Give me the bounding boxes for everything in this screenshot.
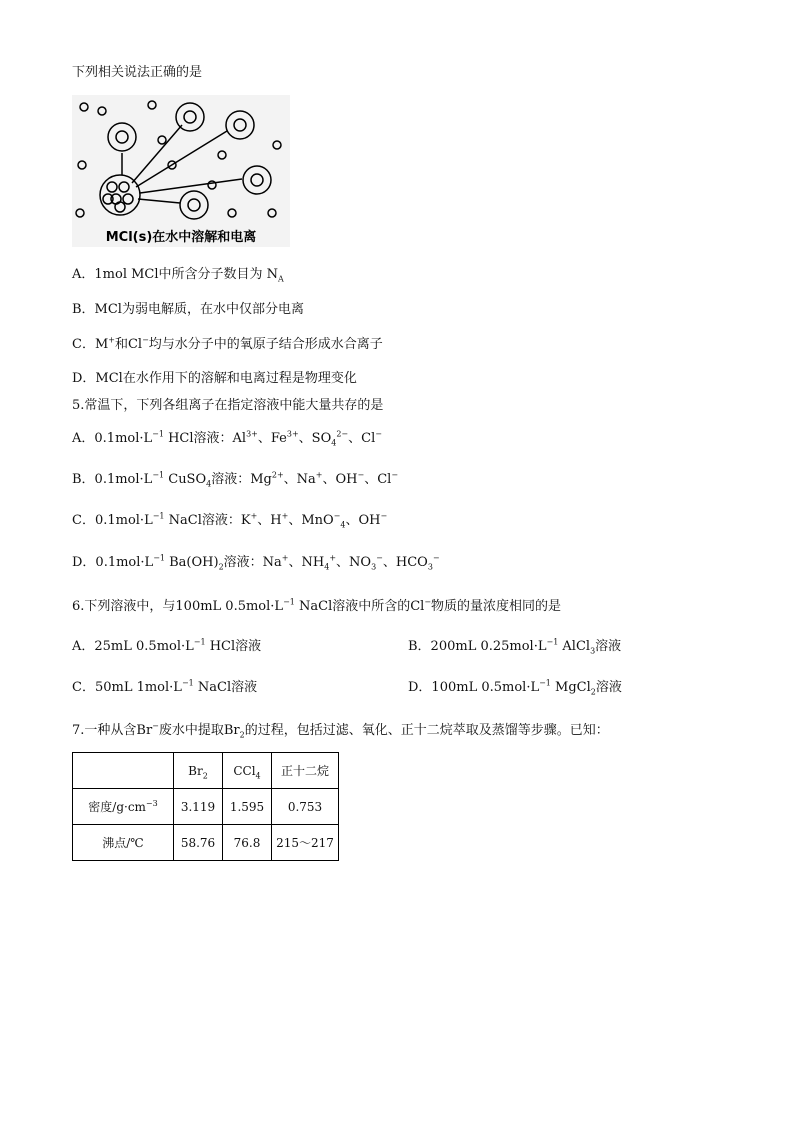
table-cell: 1.595 — [223, 789, 272, 825]
table-row — [73, 789, 339, 825]
q5-a-tail: 、Cl — [348, 431, 376, 446]
ion-hydration-diagram — [72, 95, 290, 225]
q5-b-pre: B．0.1mol·L — [72, 472, 153, 487]
q6-option-d: D．100mL $0.5mol\cdot L^{-1}$ MgCl$_2$溶液 — [408, 678, 622, 697]
q6-option-b: B．200mL $0.25mol\cdot L^{-1}$ AlCl$_3$溶液 — [408, 637, 622, 656]
q6-a-pre: A．25mL 0.5mol·L — [72, 639, 194, 654]
q6-stem-pre: 6.下列溶液中，与100mL 0.5mol·L — [72, 599, 284, 614]
q4-option-a — [72, 266, 284, 284]
q4-option-c-pre: C．M — [72, 337, 109, 352]
figure-caption: MCl(s)在水中溶解和电离 — [105, 230, 257, 245]
q4-option-c-mid: 和Cl — [114, 337, 143, 352]
q5-a-ions2: 、SO — [298, 431, 332, 446]
q5-option-b: B．$0.1mol\cdot L^{-1}$ CuSO$_4$溶液：$Mg^{2+}$、Na+、OH−、Cl− — [72, 470, 399, 489]
table-cell: 215～217 — [272, 825, 339, 861]
q4-option-a-text: A．1mol MCl中所含分子数目为 N — [72, 267, 279, 282]
q5-d-pre: D．0.1mol·L — [72, 555, 154, 570]
q5-a-post: HCl溶液：Al — [163, 431, 247, 446]
q5-b-tail: 、Cl — [364, 472, 392, 487]
q5-b-post: 溶液：Mg — [211, 472, 272, 487]
q5-option-a: A．$0.1mol\cdot L^{-1}$ HCl溶液：$Al^{3+}$、$Fe^{3+}$、$SO_4^{2-}$、Cl− — [72, 429, 382, 448]
properties-table — [72, 752, 339, 861]
q5-c-post: NaCl溶液：K — [164, 513, 251, 528]
table-header-row — [73, 753, 339, 789]
q5-d-tail: 、HCO — [382, 555, 428, 570]
q6-b-pre: B．200mL 0.25mol·L — [408, 639, 547, 654]
table-cell: 0.753 — [272, 789, 339, 825]
q4-stem: 下列相关说法正确的是 — [72, 65, 203, 80]
q5-c-ions2: 、MnO — [288, 513, 334, 528]
q6-a-post: HCl溶液 — [205, 639, 262, 654]
q6-c-post: NaCl溶液 — [193, 680, 258, 695]
q4-option-b: B．MCl为弱电解质，在水中仅部分电离 — [72, 302, 304, 317]
table-cell: 3.119 — [174, 789, 223, 825]
q4-option-a-sub: A — [278, 274, 284, 284]
q5-b-mid: CuSO — [164, 472, 207, 487]
q5-c-pre: C．0.1mol·L — [72, 513, 153, 528]
ccl4-label: CCl — [233, 763, 256, 778]
boiling-point-label: 沸点/℃ — [73, 825, 174, 861]
q6-c-pre: C．50mL 1mol·L — [72, 680, 182, 695]
density-label: 密度$/g\cdot cm^{-3}$ — [73, 789, 174, 825]
table-cell: 76.8 — [223, 825, 272, 861]
q6-stem: 6.下列溶液中，与100mL $0.5mol\cdot L^{-1}$ NaCl溶液中所含的Cl−物质的量浓度相同的是 — [72, 597, 562, 614]
q4-option-c: C．M+和Cl−均与水分子中的氧原子结合形成水合离子 — [72, 335, 383, 352]
q7-stem: 7.一种从含Br−废水中提取$Br_2$的过程，包括过滤、氧化、正十二烷萃取及蒸馏等步骤。已知： — [72, 721, 609, 740]
q5-stem: 5.常温下，下列各组离子在指定溶液中能大量共存的是 — [72, 398, 384, 413]
q5-d-ions: 、NH — [288, 555, 325, 570]
q7-stem-post: 的过程，包括过滤、氧化、正十二烷萃取及蒸馏等步骤。已知： — [244, 723, 609, 738]
br2-label: Br — [188, 763, 203, 778]
table-cell: 58.76 — [174, 825, 223, 861]
table-header-ccl4: CCl$_4$ — [223, 753, 272, 789]
q6-option-a: A．25mL $0.5mol\cdot L^{-1}$ HCl溶液 — [72, 637, 262, 654]
q5-d-mid: Ba(OH) — [164, 555, 219, 570]
q6-d-tail: 溶液 — [595, 680, 622, 695]
q6-stem-tail: 物质的量浓度相同的是 — [431, 599, 562, 614]
density-text: 密度/g·cm — [88, 800, 146, 814]
q6-b-tail: 溶液 — [595, 639, 622, 654]
table-corner-cell — [73, 753, 174, 789]
q6-stem-post: NaCl溶液中所含的Cl — [294, 599, 425, 614]
table-header-br2: $Br_2$ — [174, 753, 223, 789]
q4-option-c-post: 均与水分子中的氧原子结合形成水合离子 — [148, 337, 383, 352]
q5-c-ions: 、H — [257, 513, 282, 528]
q5-d-ions2: 、NO — [336, 555, 372, 570]
q6-option-c: C．50mL $1mol\cdot L^{-1}$ NaCl溶液 — [72, 678, 258, 695]
q4-option-d: D．MCl在水作用下的溶解和电离过程是物理变化 — [72, 371, 357, 386]
q6-d-post: MgCl — [550, 680, 591, 695]
q6-b-post: AlCl — [558, 639, 591, 654]
q5-d-post: 溶液：Na — [223, 555, 282, 570]
table-row — [73, 825, 339, 861]
q5-b-ions2: 、OH — [322, 472, 358, 487]
q7-stem-mid: 废水中提取Br — [158, 723, 240, 738]
q5-a-pre: A．0.1mol·L — [72, 431, 153, 446]
q7-stem-pre: 7.一种从含Br — [72, 723, 153, 738]
q5-option-d: D．$0.1mol\cdot L^{-1}$ $Ba(OH)_2$溶液：Na+、$NH_4^+$、$NO_3^-$、$HCO_3^-$ — [72, 553, 440, 572]
table-header-dodecane: 正十二烷 — [272, 753, 339, 789]
dissolution-figure — [72, 95, 290, 247]
q5-a-ions: 、Fe — [257, 431, 287, 446]
q5-b-ions: 、Na — [283, 472, 316, 487]
q6-d-pre: D．100mL 0.5mol·L — [408, 680, 540, 695]
q5-c-tail: 、OH — [345, 513, 381, 528]
q5-option-c: C．$0.1mol\cdot L^{-1}$ NaCl溶液：K+、H+、MnO−$_4$、OH− — [72, 511, 388, 530]
